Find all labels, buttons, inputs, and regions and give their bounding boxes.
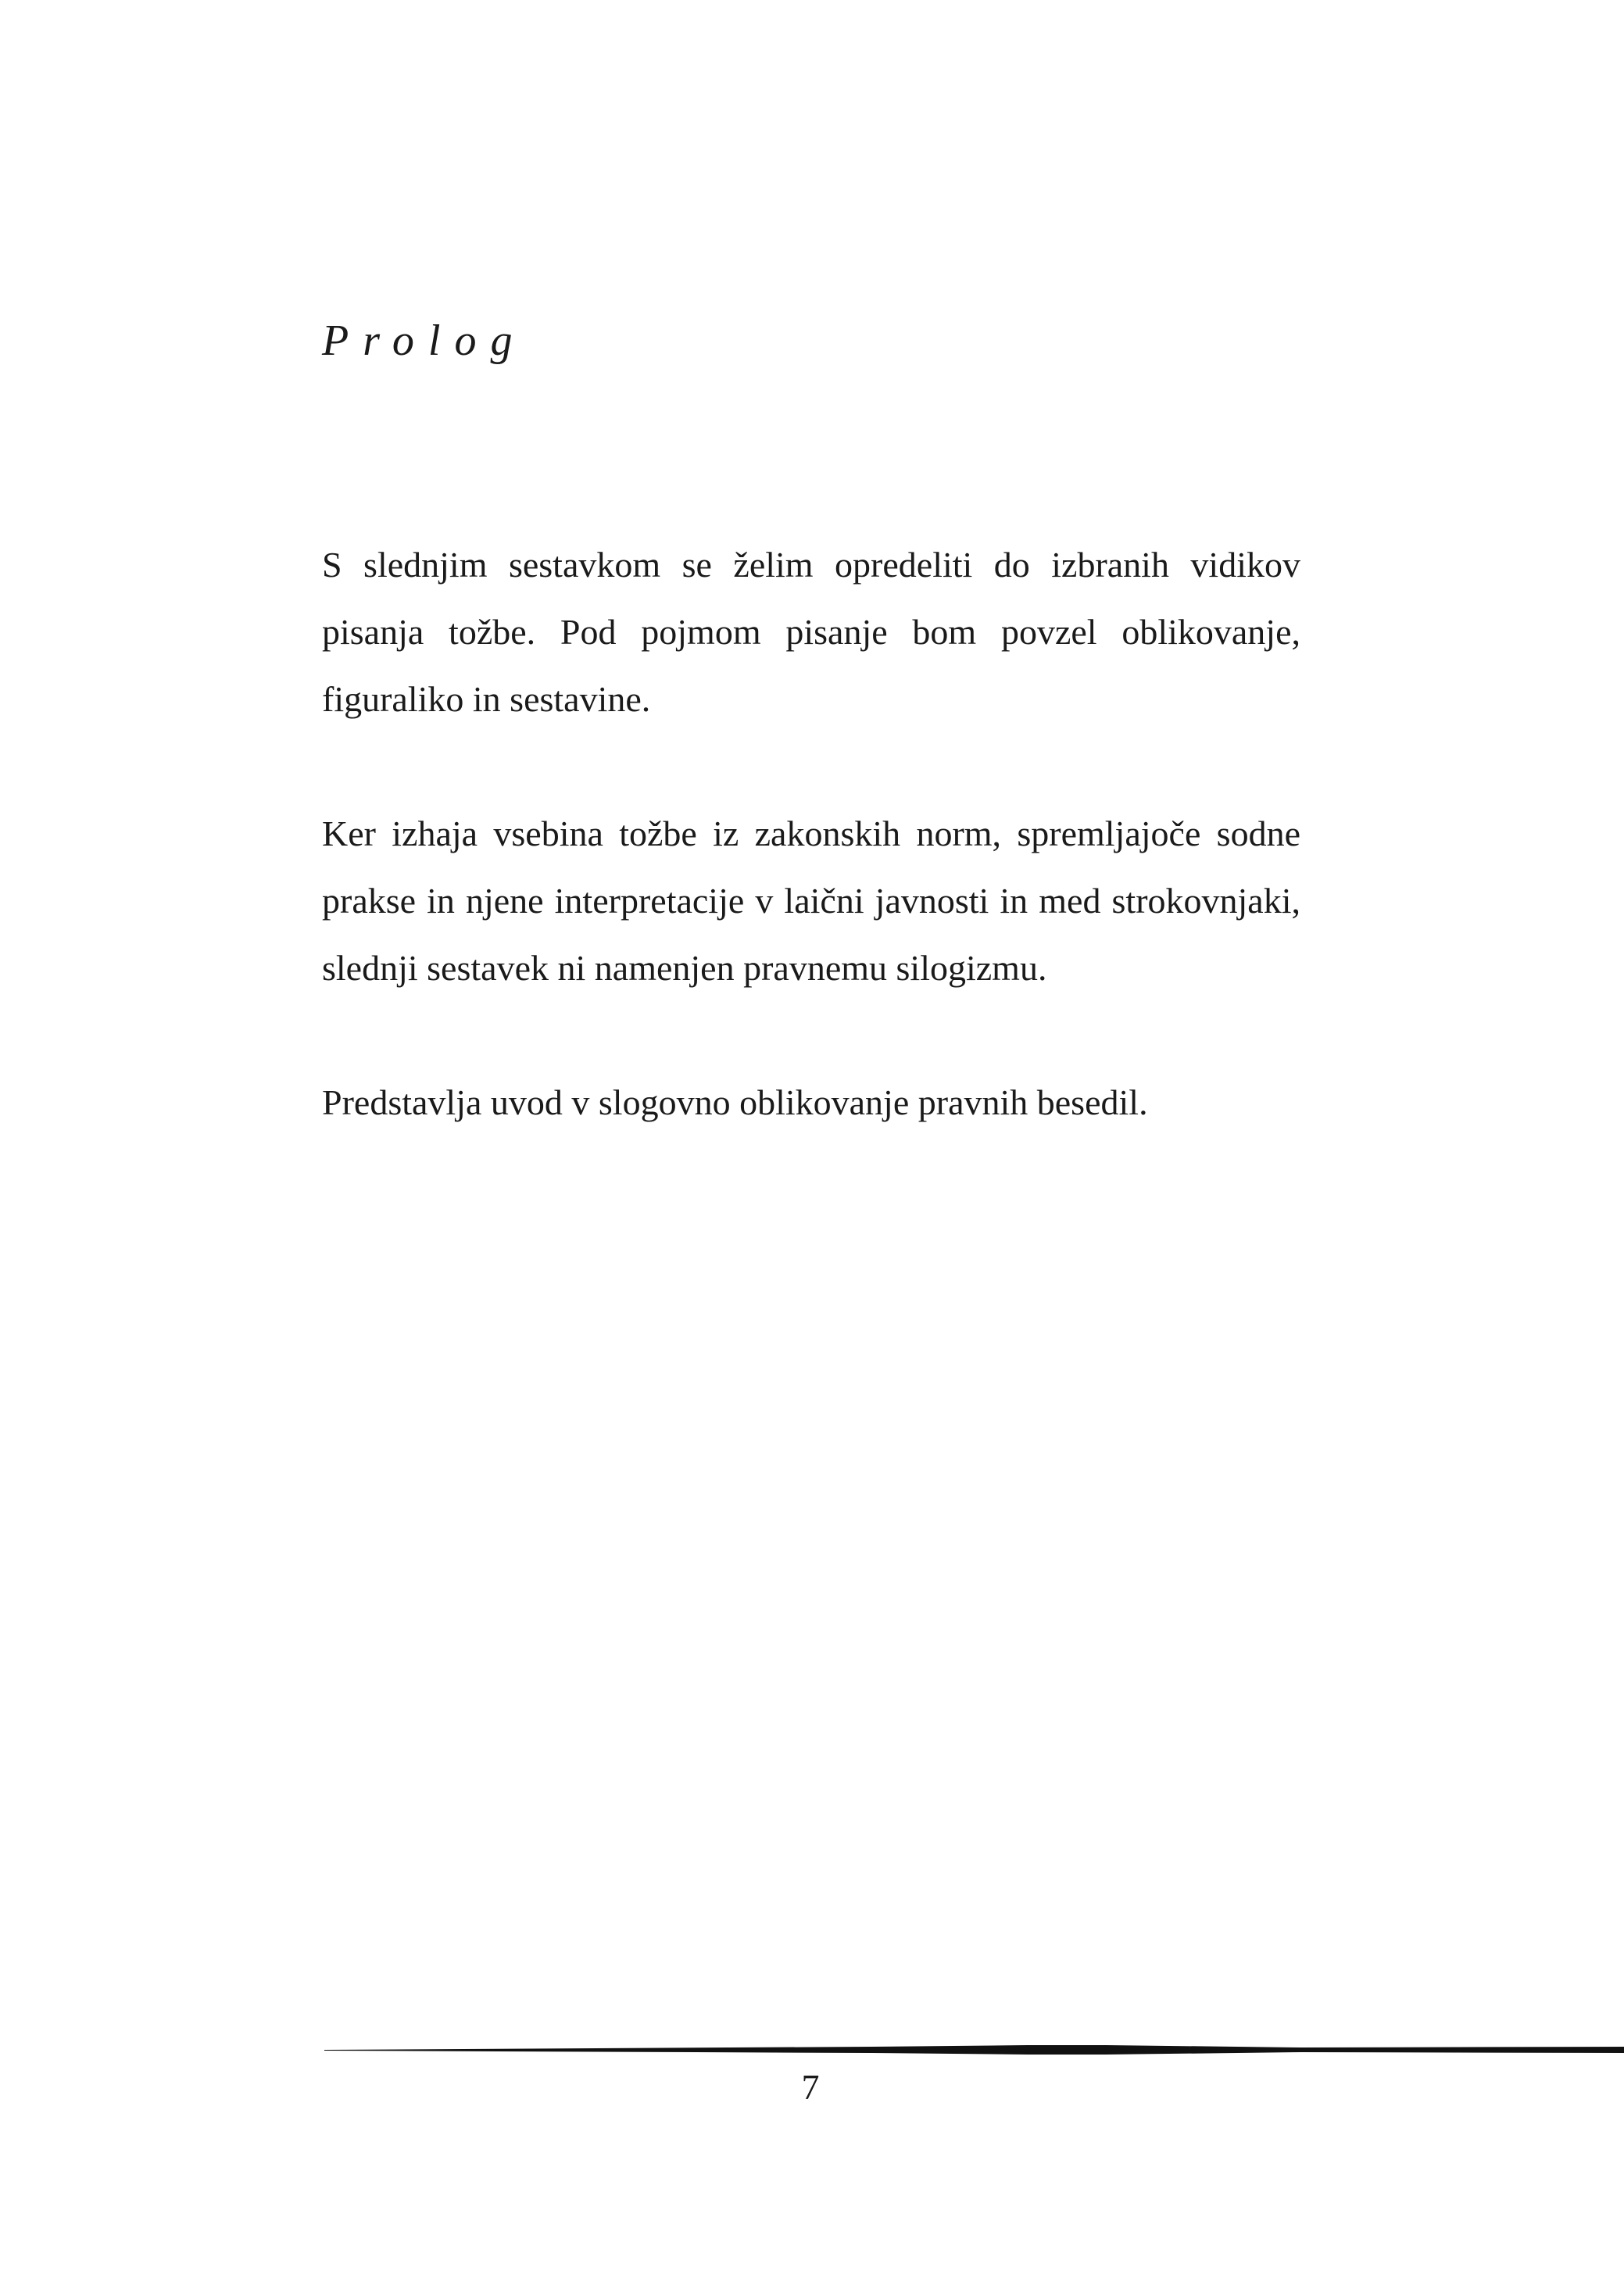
body-text [322,531,1300,1203]
page-number: 7 [801,2067,820,2107]
page-title: Prolog [322,317,527,365]
page-number-container [0,2069,1624,2105]
footer-divider [324,2044,1624,2055]
paragraph: S slednjim sestavkom se želim opredeliti do izbranih vidikov pisanja tožbe. Pod pojmom pisanje bom povzel oblikovanje, figuraliko in sestavine. [322,545,1300,719]
footer-divider-line [324,2044,1624,2055]
paragraph: Ker izhaja vsebina tožbe iz zakonskih norm, spremljajoče sodne prakse in njene interpretacije v laični javnosti in med strokovnjaki, slednji sestavek ni namenjen pravnemu silogizmu. [322,814,1300,988]
paragraph: Predstavlja uvod v slogovno oblikovanje pravnih besedil. [322,1082,1148,1122]
